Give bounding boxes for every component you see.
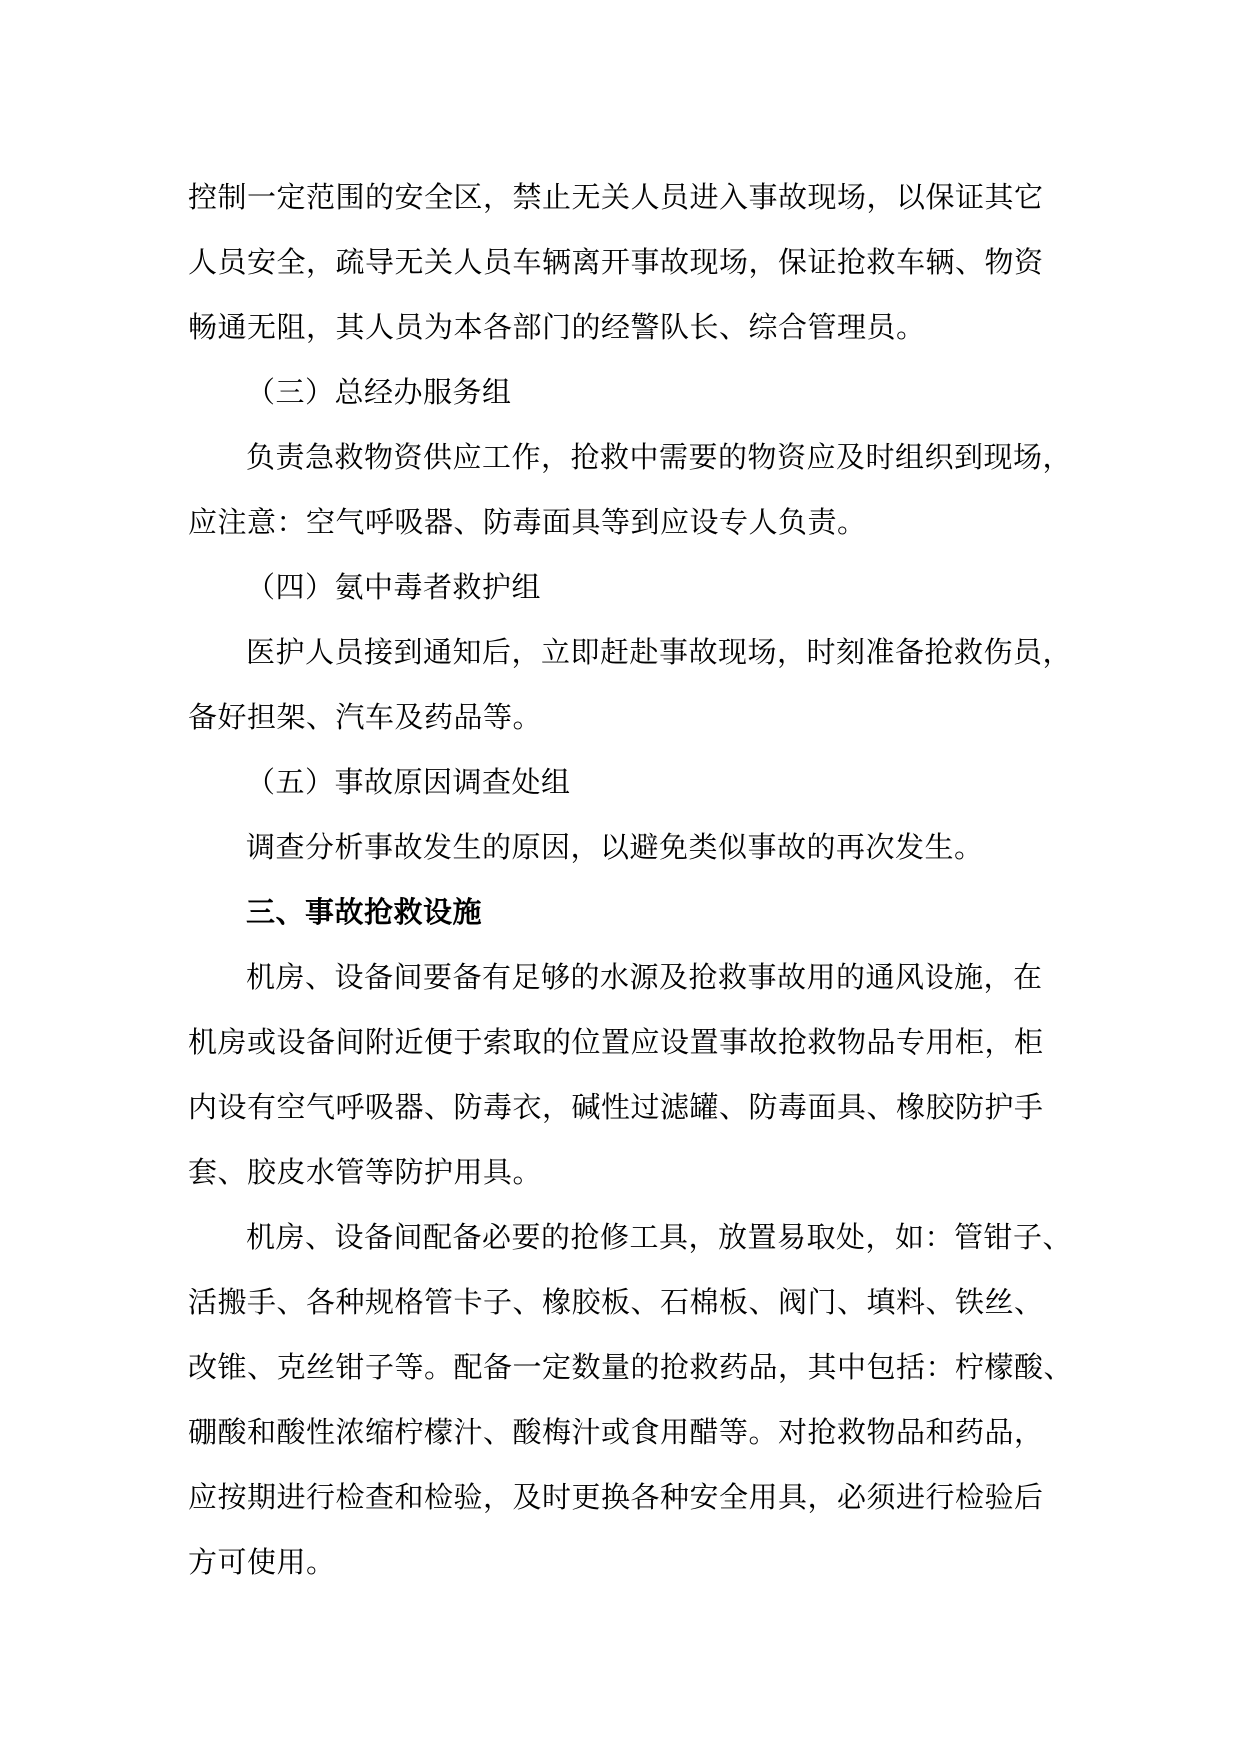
text-line: 调查分析事故发生的原因，以避免类似事故的再次发生。 <box>246 830 984 864</box>
text-line: 应按期进行检查和检验，及时更换各种安全用具，必须进行检验后 <box>188 1480 1044 1514</box>
section-subheading: （四）氨中毒者救护组 <box>246 570 542 604</box>
text-line: 控制一定范围的安全区，禁止无关人员进入事故现场，以保证其它 <box>188 180 1044 214</box>
text-line: 内设有空气呼吸器、防毒衣，碱性过滤罐、防毒面具、橡胶防护手 <box>188 1090 1044 1124</box>
text-line: 机房、设备间要备有足够的水源及抢救事故用的通风设施，在 <box>246 960 1043 994</box>
text-line: 方可使用。 <box>188 1545 336 1579</box>
text-line: 改锥、克丝钳子等。配备一定数量的抢救药品，其中包括：柠檬酸、 <box>188 1350 1074 1384</box>
text-line: 备好担架、汽车及药品等。 <box>188 700 543 734</box>
text-line: 硼酸和酸性浓缩柠檬汁、酸梅汁或食用醋等。对抢救物品和药品， <box>188 1415 1044 1449</box>
text-line: 套、胶皮水管等防护用具。 <box>188 1155 543 1189</box>
text-line: 应注意：空气呼吸器、防毒面具等到应设专人负责。 <box>188 505 867 539</box>
text-line: 机房或设备间附近便于索取的位置应设置事故抢救物品专用柜，柜 <box>188 1025 1044 1059</box>
section-subheading: （五）事故原因调查处组 <box>246 765 571 799</box>
text-line: 负责急救物资供应工作，抢救中需要的物资应及时组织到现场， <box>246 440 1073 474</box>
text-line: 机房、设备间配备必要的抢修工具，放置易取处，如：管钳子、 <box>246 1220 1073 1254</box>
text-line: 人员安全，疏导无关人员车辆离开事故现场，保证抢救车辆、物资 <box>188 245 1044 279</box>
section-subheading: （三）总经办服务组 <box>246 375 512 409</box>
text-line: 医护人员接到通知后，立即赶赴事故现场，时刻准备抢救伤员， <box>246 635 1073 669</box>
section-heading: 三、事故抢救设施 <box>246 895 483 929</box>
text-line: 畅通无阻，其人员为本各部门的经警队长、综合管理员。 <box>188 310 926 344</box>
text-line: 活搬手、各种规格管卡子、橡胶板、石棉板、阀门、填料、铁丝、 <box>188 1285 1044 1319</box>
